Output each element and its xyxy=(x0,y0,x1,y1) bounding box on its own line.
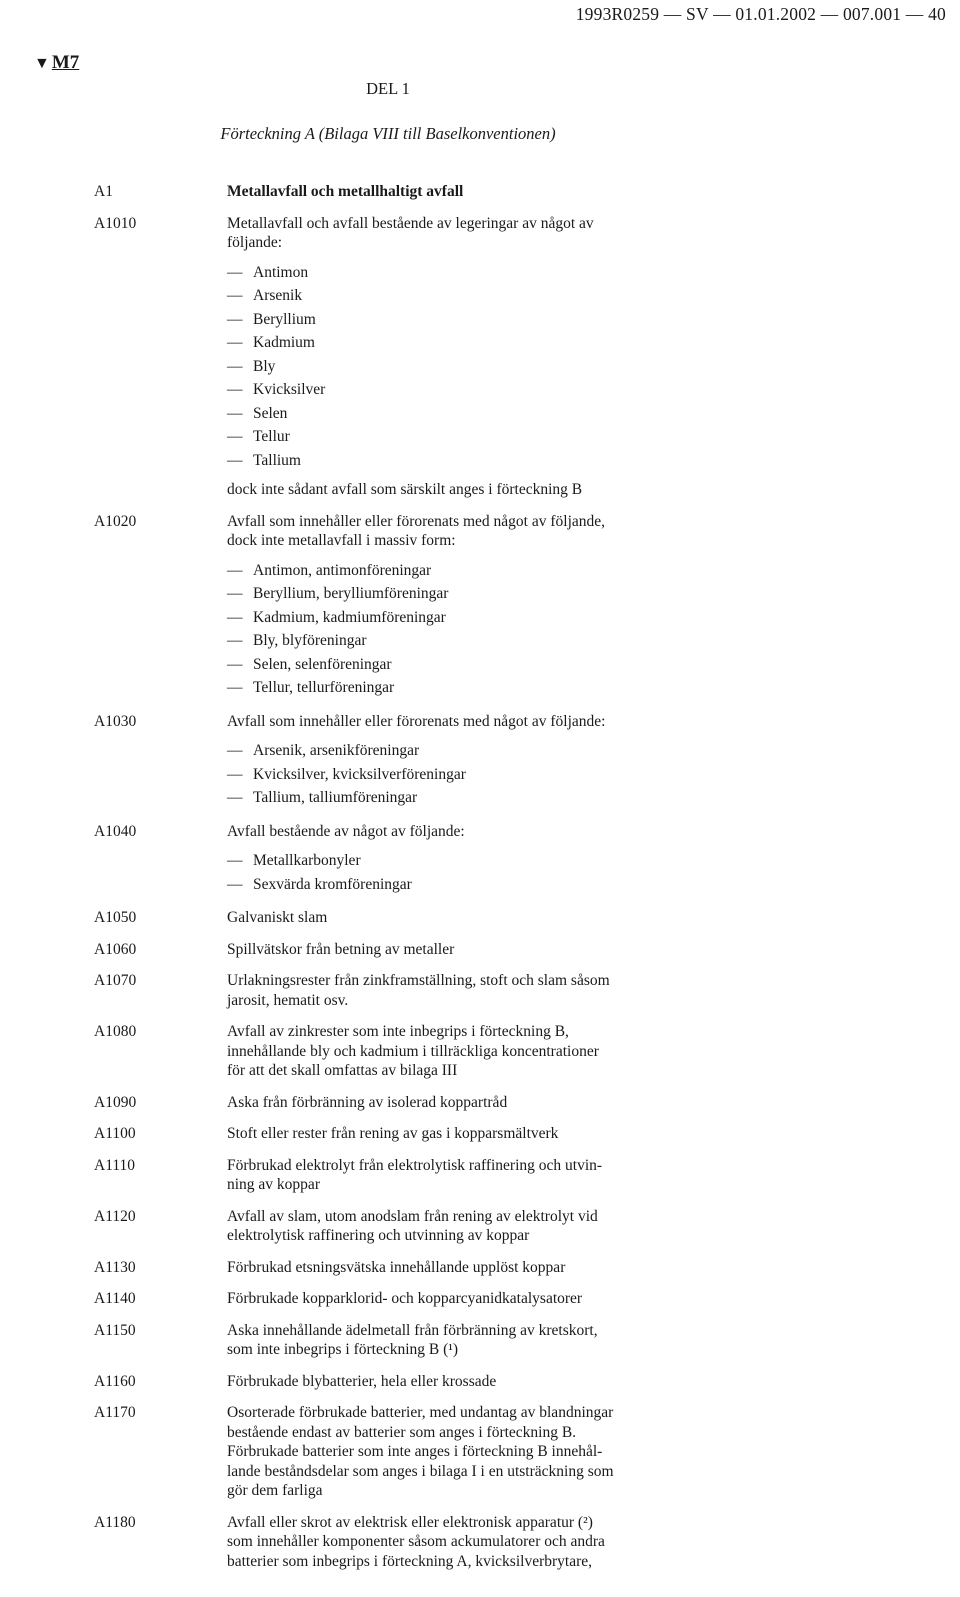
entry-description xyxy=(227,1372,679,1392)
description-line: Avfall som innehåller eller förorenats med något av följande, xyxy=(227,512,606,530)
substance-item xyxy=(227,739,679,763)
substance-item xyxy=(227,629,679,653)
substance-name: Selen xyxy=(253,404,288,422)
em-dash: — xyxy=(227,263,243,281)
entry-code: A1010 xyxy=(94,214,137,232)
substance-item xyxy=(227,449,679,473)
entry-description xyxy=(227,822,679,897)
em-dash: — xyxy=(227,585,243,602)
entry-description xyxy=(227,214,679,500)
substance-name: Arsenik, arsenikföreningar xyxy=(253,742,420,759)
em-dash: — xyxy=(227,381,243,398)
substance-name: Bly, blyföreningar xyxy=(253,632,367,649)
list-item xyxy=(0,1289,960,1309)
em-dash: — xyxy=(227,561,243,579)
substance-item xyxy=(227,873,679,897)
description-line: Spillvätskor från betning av metaller xyxy=(227,940,455,958)
entry-code: A1090 xyxy=(94,1093,137,1111)
description-line: Avfall som innehåller eller förorenats med något av följande: xyxy=(227,712,606,730)
list-item xyxy=(0,1321,960,1360)
entry-code: A1110 xyxy=(94,1156,136,1174)
em-dash: — xyxy=(227,608,243,626)
em-dash: — xyxy=(227,742,243,759)
entry-description xyxy=(227,1156,679,1195)
page-header: 1993R0259 — SV — 01.01.2002 — 007.001 — 40 xyxy=(575,4,946,24)
entry-code: A1100 xyxy=(94,1125,136,1142)
em-dash: — xyxy=(227,287,243,304)
substance-name: Kadmium xyxy=(253,334,315,351)
substance-list xyxy=(227,739,679,810)
list-item xyxy=(0,712,960,810)
description-line: Förbrukade batterier som inte anges i förteckning B innehål- xyxy=(227,1443,603,1460)
description-line: dock inte metallavfall i massiv form: xyxy=(227,532,456,549)
substance-item xyxy=(227,763,679,787)
substance-item xyxy=(227,559,679,583)
substance-item xyxy=(227,378,679,402)
entry-code: A1150 xyxy=(94,1321,136,1339)
substance-item xyxy=(227,653,679,677)
description-line: som inte inbegrips i förteckning B (¹) xyxy=(227,1341,459,1358)
substance-name: Antimon, antimonföreningar xyxy=(253,561,432,579)
list-item xyxy=(0,971,960,1010)
entry-code: A1140 xyxy=(94,1290,136,1307)
description-line: för att det skall omfattas av bilaga III xyxy=(227,1062,458,1079)
entry-code: A1120 xyxy=(94,1207,136,1225)
amendment-label: M7 xyxy=(51,52,80,73)
substance-name: Tallium xyxy=(253,451,301,469)
note-line: dock inte sådant avfall som särskilt anges i förteckning B xyxy=(227,481,583,498)
em-dash: — xyxy=(227,404,243,422)
substance-item xyxy=(227,261,679,285)
em-dash: — xyxy=(227,428,243,445)
substance-name: Arsenik xyxy=(253,287,303,304)
substance-name: Tellur xyxy=(253,428,290,445)
entry-code: A1050 xyxy=(94,909,137,926)
triangle-down-icon: ▼ xyxy=(34,55,50,72)
list-item xyxy=(0,1156,960,1195)
description-line: Metallavfall och avfall bestående av legeringar av något av xyxy=(227,214,594,232)
em-dash: — xyxy=(227,679,243,696)
em-dash: — xyxy=(227,852,243,869)
em-dash: — xyxy=(227,357,243,375)
description-line: Stoft eller rester från rening av gas i kopparsmältverk xyxy=(227,1125,559,1142)
list-subtitle: Förteckning A (Bilaga VIII till Baselkonventionen) xyxy=(220,124,556,143)
waste-code-list xyxy=(0,182,960,1583)
description-line: Galvaniskt slam xyxy=(227,909,328,926)
description-line: Förbrukade kopparklorid- och kopparcyanidkatalysatorer xyxy=(227,1290,583,1307)
entry-code: A1130 xyxy=(94,1258,136,1276)
entry-code: A1020 xyxy=(94,512,137,530)
list-item xyxy=(0,1207,960,1246)
part-title: DEL 1 xyxy=(366,79,410,98)
entry-code: A1080 xyxy=(94,1023,137,1040)
substance-item xyxy=(227,425,679,449)
substance-name: Kadmium, kadmiumföreningar xyxy=(253,608,446,626)
list-item xyxy=(0,512,960,700)
description-line: gör dem farliga xyxy=(227,1482,323,1499)
description-line: Förbrukade blybatterier, hela eller krossade xyxy=(227,1372,497,1390)
substance-name: Beryllium xyxy=(253,310,316,328)
description-line: Avfall bestående av något av följande: xyxy=(227,822,465,840)
substance-name: Kvicksilver xyxy=(253,381,326,398)
entry-description xyxy=(227,1124,679,1144)
entry-code: A1170 xyxy=(94,1404,136,1421)
entry-description xyxy=(227,1093,679,1113)
em-dash: — xyxy=(227,334,243,351)
description-line: Avfall av zinkrester som inte inbegrips i förteckning B, xyxy=(227,1023,569,1040)
substance-item xyxy=(227,676,679,700)
list-item xyxy=(0,214,960,500)
substance-item xyxy=(227,308,679,332)
description-line: innehållande bly och kadmium i tillräckliga koncentrationer xyxy=(227,1042,599,1060)
em-dash: — xyxy=(227,451,243,469)
list-item xyxy=(0,822,960,897)
entry-description xyxy=(227,1513,679,1572)
description-line: Osorterade förbrukade batterier, med undantag av blandningar xyxy=(227,1404,614,1421)
entry-code: A1030 xyxy=(94,712,137,730)
description-line: batterier som inbegrips i förteckning A, kvicksilverbrytare, xyxy=(227,1552,593,1570)
substance-list xyxy=(227,261,679,473)
em-dash: — xyxy=(227,875,243,893)
list-item xyxy=(0,1403,960,1501)
substance-name: Antimon xyxy=(253,263,309,281)
em-dash: — xyxy=(227,310,243,328)
list-item xyxy=(0,1022,960,1081)
entry-description xyxy=(227,908,679,928)
list-item xyxy=(0,1258,960,1278)
entry-code: A1040 xyxy=(94,822,137,840)
substance-list xyxy=(227,849,679,896)
entry-code: A1180 xyxy=(94,1513,136,1531)
entry-description xyxy=(227,971,679,1010)
substance-name: Tallium, talliumföreningar xyxy=(253,789,418,806)
substance-name: Beryllium, berylliumföreningar xyxy=(253,585,449,602)
substance-item xyxy=(227,786,679,810)
substance-name: Selen, selenföreningar xyxy=(253,655,392,673)
entry-description xyxy=(227,1289,679,1309)
description-line: Metallavfall och metallhaltigt avfall xyxy=(227,183,464,200)
description-line: som innehåller komponenter såsom ackumulatorer och andra xyxy=(227,1533,605,1550)
description-line: elektrolytisk raffinering och utvinning av koppar xyxy=(227,1227,530,1244)
entry-description xyxy=(227,1321,679,1360)
list-item xyxy=(0,940,960,960)
list-item xyxy=(0,1513,960,1572)
entry-description xyxy=(227,940,679,960)
amendment-marker xyxy=(34,52,79,74)
substance-name: Metallkarbonyler xyxy=(253,852,361,869)
description-line: jarosit, hematit osv. xyxy=(227,991,349,1009)
list-item xyxy=(0,1124,960,1144)
substance-item xyxy=(227,331,679,355)
description-line: Avfall eller skrot av elektrisk eller elektronisk apparatur (²) xyxy=(227,1513,593,1531)
description-note xyxy=(227,480,679,500)
entry-code: A1070 xyxy=(94,972,137,989)
substance-item xyxy=(227,849,679,873)
list-item xyxy=(0,1093,960,1113)
list-item xyxy=(0,908,960,928)
description-line: Förbrukad elektrolyt från elektrolytisk raffinering och utvin- xyxy=(227,1156,603,1174)
entry-code: A1 xyxy=(94,183,113,200)
list-item xyxy=(0,1372,960,1392)
entry-description xyxy=(227,512,679,700)
substance-name: Sexvärda kromföreningar xyxy=(253,875,412,893)
list-item xyxy=(0,182,960,202)
entry-code: A1060 xyxy=(94,940,137,958)
em-dash: — xyxy=(227,632,243,649)
substance-item xyxy=(227,582,679,606)
description-line: Urlakningsrester från zinkframställning, stoft och slam såsom xyxy=(227,972,610,989)
em-dash: — xyxy=(227,789,243,806)
description-line: Förbrukad etsningsvätska innehållande upplöst koppar xyxy=(227,1258,566,1276)
description-line: Aska innehållande ädelmetall från förbränning av kretskort, xyxy=(227,1321,598,1339)
entry-description xyxy=(227,1022,679,1081)
substance-item xyxy=(227,606,679,630)
entry-description xyxy=(227,182,679,202)
substance-item xyxy=(227,284,679,308)
substance-name: Tellur, tellurföreningar xyxy=(253,679,395,696)
substance-list xyxy=(227,559,679,700)
description-line: följande: xyxy=(227,234,283,251)
substance-item xyxy=(227,355,679,379)
entry-description xyxy=(227,1258,679,1278)
description-line: Aska från förbränning av isolerad koppartråd xyxy=(227,1093,508,1111)
entry-code: A1160 xyxy=(94,1372,136,1390)
substance-name: Kvicksilver, kvicksilverföreningar xyxy=(253,765,466,783)
description-line: ning av koppar xyxy=(227,1176,320,1193)
description-line: bestående endast av batterier som anges i förteckning B. xyxy=(227,1423,577,1441)
description-line: Avfall av slam, utom anodslam från rening av elektrolyt vid xyxy=(227,1207,598,1225)
entry-description xyxy=(227,1403,679,1501)
em-dash: — xyxy=(227,655,243,673)
em-dash: — xyxy=(227,765,243,783)
entry-description xyxy=(227,1207,679,1246)
entry-description xyxy=(227,712,679,810)
description-line: lande beståndsdelar som anges i bilaga I i en utsträckning som xyxy=(227,1462,614,1480)
substance-name: Bly xyxy=(253,357,276,375)
substance-item xyxy=(227,402,679,426)
